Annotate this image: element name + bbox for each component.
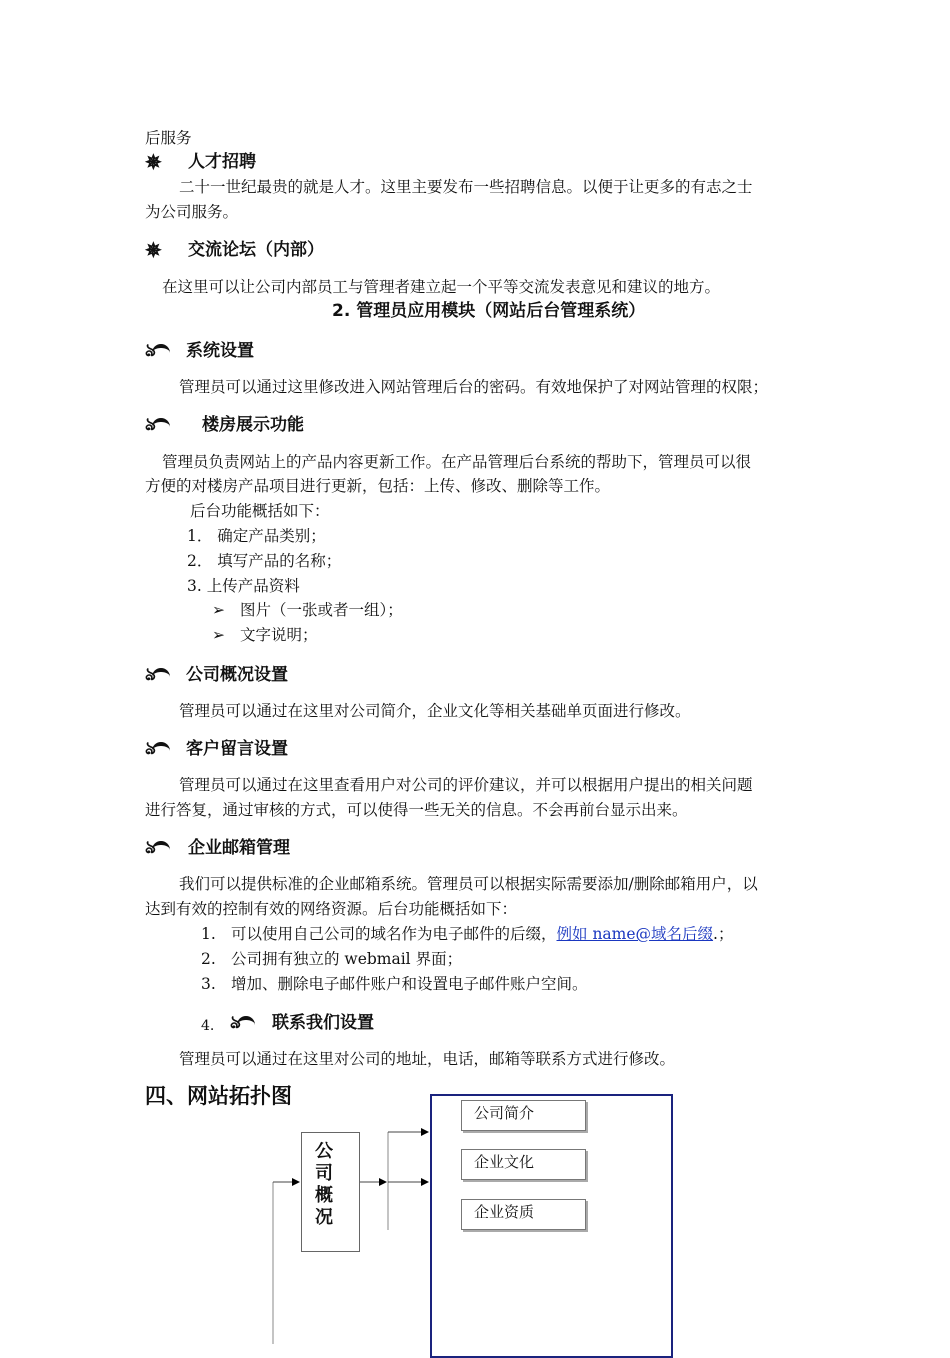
list-item: 增加、删除电子邮件账户和设置电子邮件账户空间。 bbox=[231, 975, 588, 993]
paragraph: 管理员负责网站上的产品内容更新工作。在产品管理后台系统的帮助下，管理员可以很 bbox=[162, 453, 752, 471]
paragraph: 达到有效的控制有效的网络资源。后台功能概括如下： bbox=[145, 900, 518, 918]
list-number: 1. bbox=[201, 925, 216, 943]
section-heading: 2. 管理员应用模块（网站后台管理系统） bbox=[332, 301, 646, 321]
section-title-recruitment: 人才招聘 bbox=[188, 152, 256, 172]
module-title-building: 楼房展示功能 bbox=[202, 415, 304, 435]
list-item-text: 可以使用自己公司的域名作为电子邮件的后缀， bbox=[231, 925, 557, 943]
paragraph: 方便的对楼房产品项目进行更新，包括：上传、修改、删除等工作。 bbox=[145, 477, 611, 495]
swirl-bullet-icon: ঌ bbox=[230, 1013, 255, 1033]
sub-list-item: 图片（一张或者一组）； bbox=[240, 601, 403, 619]
module-title-mail: 企业邮箱管理 bbox=[188, 838, 290, 858]
module-title-system: 系统设置 bbox=[186, 341, 254, 361]
paragraph: 管理员可以通过在这里查看用户对公司的评价建议，并可以根据用户提出的相关问题 bbox=[179, 776, 753, 794]
section-title-forum: 交流论坛（内部） bbox=[188, 240, 324, 260]
paragraph: 进行答复，通过审核的方式，可以使得一些无关的信息。不会再前台显示出来。 bbox=[145, 801, 688, 819]
paragraph: 为公司服务。 bbox=[145, 203, 239, 221]
paragraph: 二十一世纪最贵的就是人才。这里主要发布一些招聘信息。以便于让更多的有志之士 bbox=[179, 178, 753, 196]
paragraph: 在这里可以让公司内部员工与管理者建立起一个平等交流发表意见和建议的地方。 bbox=[162, 278, 721, 296]
child-node: 企业资质 bbox=[461, 1199, 586, 1230]
list-item: 1． 确定产品类别； bbox=[187, 527, 326, 545]
list-item: 公司拥有独立的 webmail 界面； bbox=[231, 950, 463, 968]
list-intro: 后台功能概括如下： bbox=[190, 502, 330, 520]
swirl-bullet-icon: ঌ bbox=[145, 415, 170, 435]
module-title-contact: 联系我们设置 bbox=[272, 1013, 374, 1033]
child-node: 企业文化 bbox=[461, 1149, 586, 1180]
list-number: 3. bbox=[201, 975, 216, 993]
star-bullet-icon: ✵ bbox=[145, 238, 162, 262]
child-node: 公司简介 bbox=[461, 1100, 586, 1131]
arrow-bullet-icon: ➢ bbox=[212, 626, 225, 644]
paragraph: 管理员可以通过在这里对公司简介，企业文化等相关基础单页面进行修改。 bbox=[179, 702, 691, 720]
swirl-bullet-icon: ঌ bbox=[145, 665, 170, 685]
paragraph: 管理员可以通过这里修改进入网站管理后台的密码。有效地保护了对网站管理的权限； bbox=[179, 378, 769, 396]
arrow-bullet-icon: ➢ bbox=[212, 601, 225, 619]
example-link[interactable]: 例如 name@域名后缀 bbox=[556, 925, 714, 943]
text-continuation: 后服务 bbox=[145, 129, 192, 147]
paragraph: 我们可以提供标准的企业邮箱系统。管理员可以根据实际需要添加/删除邮箱用户，以 bbox=[179, 875, 758, 893]
list-item: 3. 上传产品资料 bbox=[187, 577, 300, 595]
list-item: 2． 填写产品的名称； bbox=[187, 552, 342, 570]
swirl-bullet-icon: ঌ bbox=[145, 838, 170, 858]
module-title-company: 公司概况设置 bbox=[186, 665, 288, 685]
section-heading-topology: 四、网站拓扑图 bbox=[145, 1084, 292, 1108]
paragraph: 管理员可以通过在这里对公司的地址，电话，邮箱等联系方式进行修改。 bbox=[179, 1050, 676, 1068]
star-bullet-icon: ✵ bbox=[145, 150, 162, 174]
module-title-feedback: 客户留言设置 bbox=[186, 739, 288, 759]
list-number: 2. bbox=[201, 950, 216, 968]
swirl-bullet-icon: ঌ bbox=[145, 739, 170, 759]
company-overview-label: 公司概况 bbox=[315, 1141, 333, 1228]
sub-list-item: 文字说明； bbox=[240, 626, 318, 644]
list-number: 4. bbox=[201, 1018, 215, 1034]
company-overview-node bbox=[301, 1132, 360, 1252]
list-item-text: .； bbox=[713, 925, 734, 943]
swirl-bullet-icon: ঌ bbox=[145, 341, 170, 361]
